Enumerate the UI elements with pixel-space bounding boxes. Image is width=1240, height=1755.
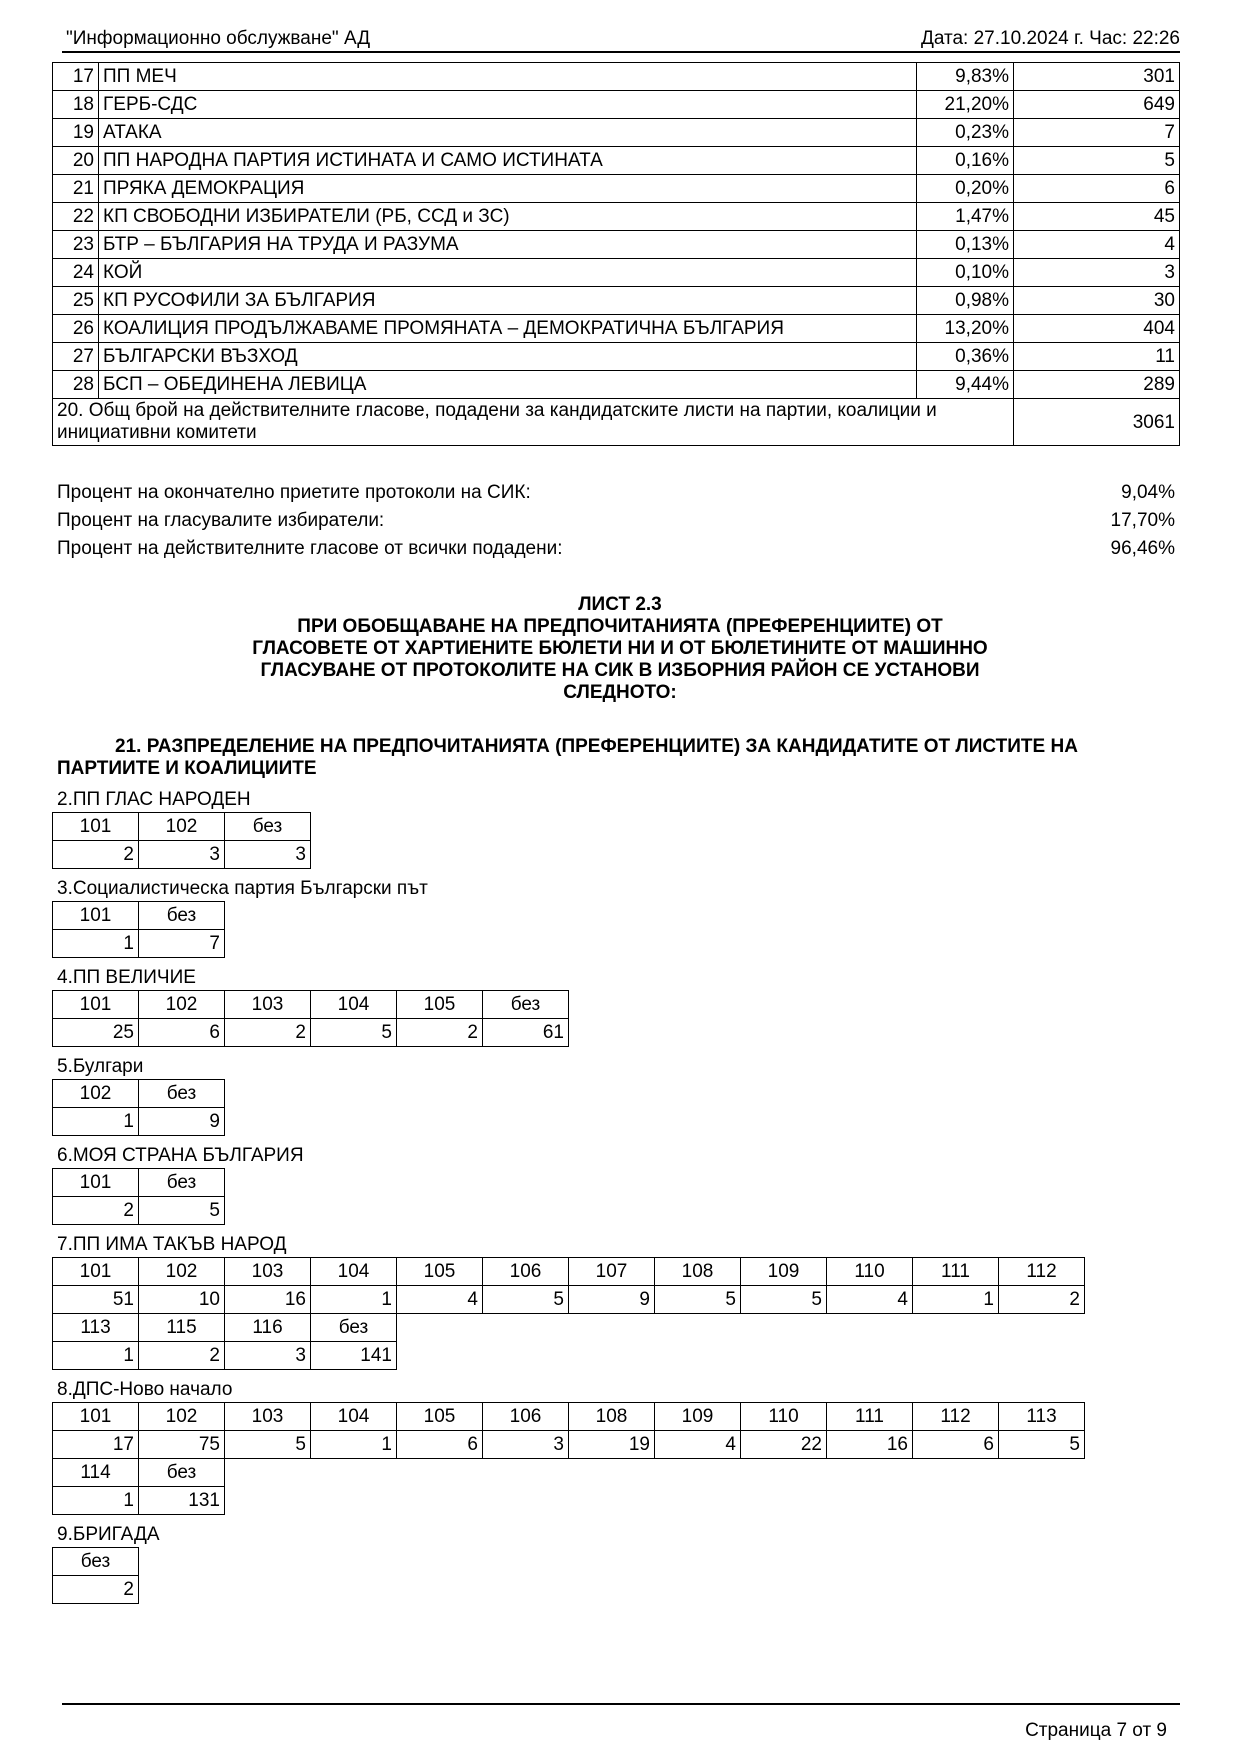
result-row bbox=[53, 91, 1180, 119]
candidate-number: 103 bbox=[225, 991, 311, 1019]
candidate-votes: 1 bbox=[53, 1342, 139, 1370]
candidate-votes: 51 bbox=[53, 1286, 139, 1314]
header-rule bbox=[62, 51, 1180, 53]
candidate-number: 113 bbox=[53, 1314, 139, 1342]
stat-row bbox=[57, 479, 1175, 507]
result-party-name: БТР – БЪЛГАРИЯ НА ТРУДА И РАЗУМА bbox=[99, 231, 917, 259]
result-row bbox=[53, 315, 1180, 343]
candidate-votes-row bbox=[53, 1576, 139, 1604]
candidate-votes-row bbox=[53, 930, 225, 958]
preference-party-name: 3.Социалистическа партия Български път bbox=[57, 878, 428, 899]
candidate-number: 115 bbox=[139, 1314, 225, 1342]
candidate-number: 105 bbox=[397, 991, 483, 1019]
candidate-votes-row bbox=[53, 1431, 1085, 1459]
result-votes: 4 bbox=[1014, 231, 1180, 259]
preference-party-name: 5.Булгари bbox=[57, 1056, 144, 1077]
candidate-number: 109 bbox=[655, 1403, 741, 1431]
result-votes: 301 bbox=[1014, 63, 1180, 91]
candidate-votes: 10 bbox=[139, 1286, 225, 1314]
candidate-votes: 5 bbox=[999, 1431, 1085, 1459]
candidate-number: 102 bbox=[139, 1403, 225, 1431]
result-votes: 649 bbox=[1014, 91, 1180, 119]
candidate-number: 114 bbox=[53, 1459, 139, 1487]
candidate-number: 105 bbox=[397, 1258, 483, 1286]
candidate-number: без bbox=[483, 991, 569, 1019]
result-percent: 9,44% bbox=[917, 371, 1014, 399]
result-percent: 0,23% bbox=[917, 119, 1014, 147]
candidate-number: 106 bbox=[483, 1258, 569, 1286]
candidate-header-row bbox=[53, 1258, 1085, 1286]
stat-value: 96,46% bbox=[1110, 538, 1175, 559]
candidate-number: 113 bbox=[999, 1403, 1085, 1431]
candidate-votes: 1 bbox=[53, 1108, 139, 1136]
result-percent: 9,83% bbox=[917, 63, 1014, 91]
candidate-header-row bbox=[53, 1169, 225, 1197]
preference-table bbox=[52, 812, 311, 869]
result-party-name: КОАЛИЦИЯ ПРОДЪЛЖАВАМЕ ПРОМЯНАТА – ДЕМОКРАТИЧНА БЪЛГАРИЯ bbox=[99, 315, 917, 343]
result-party-name: КП СВОБОДНИ ИЗБИРАТЕЛИ (РБ, ССД и ЗС) bbox=[99, 203, 917, 231]
preference-party-name: 7.ПП ИМА ТАКЪВ НАРОД bbox=[57, 1234, 287, 1255]
candidate-number: без bbox=[225, 813, 311, 841]
result-row bbox=[53, 119, 1180, 147]
results-table bbox=[52, 62, 1180, 446]
result-percent: 0,16% bbox=[917, 147, 1014, 175]
result-percent: 13,20% bbox=[917, 315, 1014, 343]
candidate-votes: 5 bbox=[655, 1286, 741, 1314]
candidate-votes: 2 bbox=[53, 841, 139, 869]
candidate-number: без bbox=[139, 1080, 225, 1108]
candidate-header-row bbox=[53, 902, 225, 930]
candidate-number: 103 bbox=[225, 1403, 311, 1431]
result-number: 25 bbox=[53, 287, 99, 315]
result-number: 23 bbox=[53, 231, 99, 259]
total-label: 20. Общ брой на действителните гласове, подадени за кандидатските листи на партии, коалиции и инициативни комитети bbox=[53, 399, 1014, 446]
result-row bbox=[53, 231, 1180, 259]
candidate-number: 107 bbox=[569, 1258, 655, 1286]
result-votes: 7 bbox=[1014, 119, 1180, 147]
header-date: Дата: 27.10.2024 г. Час: 22:26 bbox=[920, 28, 1180, 49]
candidate-votes: 131 bbox=[139, 1487, 225, 1515]
preference-table bbox=[52, 1079, 225, 1136]
candidate-votes: 5 bbox=[225, 1431, 311, 1459]
result-percent: 0,13% bbox=[917, 231, 1014, 259]
preference-party-name: 9.БРИГАДА bbox=[57, 1524, 160, 1545]
candidate-number: 101 bbox=[53, 1258, 139, 1286]
result-votes: 30 bbox=[1014, 287, 1180, 315]
candidate-number: без bbox=[311, 1314, 397, 1342]
candidate-number: 101 bbox=[53, 1403, 139, 1431]
candidate-number: 101 bbox=[53, 813, 139, 841]
result-number: 18 bbox=[53, 91, 99, 119]
result-votes: 11 bbox=[1014, 343, 1180, 371]
candidate-number: 111 bbox=[827, 1403, 913, 1431]
candidate-votes: 1 bbox=[311, 1286, 397, 1314]
result-votes: 3 bbox=[1014, 259, 1180, 287]
result-row bbox=[53, 259, 1180, 287]
candidate-number: 109 bbox=[741, 1258, 827, 1286]
result-party-name: БСП – ОБЕДИНЕНА ЛЕВИЦА bbox=[99, 371, 917, 399]
result-percent: 0,10% bbox=[917, 259, 1014, 287]
result-party-name: АТАКА bbox=[99, 119, 917, 147]
result-party-name: ПРЯКА ДЕМОКРАЦИЯ bbox=[99, 175, 917, 203]
sheet-title-line: ГЛАСОВЕТЕ ОТ ХАРТИЕНИТЕ БЮЛЕТИ НИ И ОТ БЮЛЕТИНИТЕ ОТ МАШИННО bbox=[252, 638, 988, 659]
candidate-number: 111 bbox=[913, 1258, 999, 1286]
candidate-header-row bbox=[53, 1459, 225, 1487]
candidate-votes: 6 bbox=[913, 1431, 999, 1459]
candidate-votes: 9 bbox=[569, 1286, 655, 1314]
stat-row bbox=[57, 507, 1175, 535]
candidate-number: без bbox=[53, 1548, 139, 1576]
candidate-number: 116 bbox=[225, 1314, 311, 1342]
candidate-votes: 4 bbox=[655, 1431, 741, 1459]
result-row bbox=[53, 287, 1180, 315]
preference-table bbox=[52, 990, 569, 1047]
result-row bbox=[53, 203, 1180, 231]
candidate-number: 108 bbox=[655, 1258, 741, 1286]
candidate-header-row bbox=[53, 1080, 225, 1108]
result-number: 22 bbox=[53, 203, 99, 231]
result-row bbox=[53, 343, 1180, 371]
sheet-title bbox=[0, 594, 1240, 704]
candidate-votes: 1 bbox=[913, 1286, 999, 1314]
preference-table bbox=[52, 1458, 225, 1515]
candidate-votes: 2 bbox=[53, 1576, 139, 1604]
section-21-line: 21. РАЗПРЕДЕЛЕНИЕ НА ПРЕДПОЧИТАНИЯТА (ПРЕФЕРЕНЦИИТЕ) ЗА КАНДИДАТИТЕ ОТ ЛИСТИТЕ НА bbox=[115, 736, 1078, 757]
result-row bbox=[53, 63, 1180, 91]
preference-party-name: 6.МОЯ СТРАНА БЪЛГАРИЯ bbox=[57, 1145, 304, 1166]
candidate-votes-row bbox=[53, 1019, 569, 1047]
result-votes: 45 bbox=[1014, 203, 1180, 231]
candidate-number: 112 bbox=[913, 1403, 999, 1431]
candidate-votes: 5 bbox=[139, 1197, 225, 1225]
preference-party-name: 4.ПП ВЕЛИЧИЕ bbox=[57, 967, 196, 988]
result-number: 24 bbox=[53, 259, 99, 287]
result-number: 26 bbox=[53, 315, 99, 343]
result-number: 17 bbox=[53, 63, 99, 91]
candidate-votes: 6 bbox=[139, 1019, 225, 1047]
candidate-number: без bbox=[139, 902, 225, 930]
stats-block bbox=[57, 479, 1175, 563]
result-percent: 0,36% bbox=[917, 343, 1014, 371]
stat-label: Процент на гласувалите избиратели: bbox=[57, 510, 385, 531]
candidate-number: 101 bbox=[53, 991, 139, 1019]
stat-label: Процент на окончателно приетите протоколи на СИК: bbox=[57, 482, 531, 503]
result-row bbox=[53, 371, 1180, 399]
candidate-votes: 141 bbox=[311, 1342, 397, 1370]
preference-party-name: 8.ДПС-Ново начало bbox=[57, 1379, 233, 1400]
candidate-votes-row bbox=[53, 1286, 1085, 1314]
candidate-votes: 19 bbox=[569, 1431, 655, 1459]
candidate-votes-row bbox=[53, 1108, 225, 1136]
candidate-number: 108 bbox=[569, 1403, 655, 1431]
candidate-votes: 16 bbox=[827, 1431, 913, 1459]
result-number: 21 bbox=[53, 175, 99, 203]
result-party-name: КП РУСОФИЛИ ЗА БЪЛГАРИЯ bbox=[99, 287, 917, 315]
candidate-votes: 3 bbox=[139, 841, 225, 869]
candidate-number: 110 bbox=[741, 1403, 827, 1431]
result-party-name: БЪЛГАРСКИ ВЪЗХОД bbox=[99, 343, 917, 371]
result-votes: 6 bbox=[1014, 175, 1180, 203]
total-value: 3061 bbox=[1014, 399, 1180, 446]
stat-value: 9,04% bbox=[1121, 482, 1175, 503]
total-row bbox=[53, 399, 1180, 446]
sheet-title-line: СЛЕДНОТО: bbox=[563, 682, 677, 703]
candidate-votes: 61 bbox=[483, 1019, 569, 1047]
candidate-number: 104 bbox=[311, 1258, 397, 1286]
result-party-name: КОЙ bbox=[99, 259, 917, 287]
candidate-header-row bbox=[53, 1548, 139, 1576]
sheet-title-line: ПРИ ОБОБЩАВАНЕ НА ПРЕДПОЧИТАНИЯТА (ПРЕФЕРЕНЦИИТЕ) ОТ bbox=[297, 616, 943, 637]
candidate-votes: 2 bbox=[999, 1286, 1085, 1314]
stat-label: Процент на действителните гласове от всички подадени: bbox=[57, 538, 563, 559]
result-percent: 0,20% bbox=[917, 175, 1014, 203]
candidate-votes: 2 bbox=[225, 1019, 311, 1047]
candidate-votes-row bbox=[53, 841, 311, 869]
candidate-votes: 2 bbox=[53, 1197, 139, 1225]
candidate-number: 102 bbox=[139, 991, 225, 1019]
section-21-heading bbox=[57, 736, 1187, 780]
candidate-number: 101 bbox=[53, 902, 139, 930]
result-number: 20 bbox=[53, 147, 99, 175]
candidate-number: 105 bbox=[397, 1403, 483, 1431]
candidate-votes: 5 bbox=[741, 1286, 827, 1314]
candidate-votes: 25 bbox=[53, 1019, 139, 1047]
preferences-block bbox=[52, 788, 1192, 1604]
result-number: 28 bbox=[53, 371, 99, 399]
candidate-votes: 5 bbox=[483, 1286, 569, 1314]
preference-party-name: 2.ПП ГЛАС НАРОДЕН bbox=[57, 789, 251, 810]
result-votes: 289 bbox=[1014, 371, 1180, 399]
result-party-name: ПП НАРОДНА ПАРТИЯ ИСТИНАТА И САМО ИСТИНАТА bbox=[99, 147, 917, 175]
result-votes: 404 bbox=[1014, 315, 1180, 343]
candidate-header-row bbox=[53, 1403, 1085, 1431]
candidate-number: 104 bbox=[311, 1403, 397, 1431]
page-number: Страница 7 от 9 bbox=[1025, 1720, 1167, 1741]
candidate-votes: 3 bbox=[225, 841, 311, 869]
candidate-number: 112 bbox=[999, 1258, 1085, 1286]
result-votes: 5 bbox=[1014, 147, 1180, 175]
candidate-number: без bbox=[139, 1459, 225, 1487]
sheet-title-line: ЛИСТ 2.3 bbox=[578, 594, 662, 615]
preference-table bbox=[52, 1547, 139, 1604]
candidate-number: 110 bbox=[827, 1258, 913, 1286]
stat-row bbox=[57, 535, 1175, 563]
preference-table bbox=[52, 1168, 225, 1225]
candidate-votes: 16 bbox=[225, 1286, 311, 1314]
candidate-votes: 3 bbox=[483, 1431, 569, 1459]
stat-value: 17,70% bbox=[1110, 510, 1175, 531]
candidate-votes-row bbox=[53, 1342, 397, 1370]
candidate-number: 106 bbox=[483, 1403, 569, 1431]
candidate-number: 102 bbox=[139, 813, 225, 841]
candidate-number: без bbox=[139, 1169, 225, 1197]
candidate-number: 101 bbox=[53, 1169, 139, 1197]
preference-table bbox=[52, 1257, 1085, 1314]
candidate-votes: 1 bbox=[53, 930, 139, 958]
candidate-votes: 4 bbox=[827, 1286, 913, 1314]
sheet-title-line: ГЛАСУВАНЕ ОТ ПРОТОКОЛИТЕ НА СИК В ИЗБОРНИЯ РАЙОН СЕ УСТАНОВИ bbox=[260, 660, 980, 681]
result-row bbox=[53, 147, 1180, 175]
candidate-header-row bbox=[53, 1314, 397, 1342]
candidate-votes: 17 bbox=[53, 1431, 139, 1459]
header-org: "Информационно обслужване" АД bbox=[66, 28, 371, 49]
result-percent: 1,47% bbox=[917, 203, 1014, 231]
candidate-votes: 4 bbox=[397, 1286, 483, 1314]
result-percent: 21,20% bbox=[917, 91, 1014, 119]
candidate-votes: 7 bbox=[139, 930, 225, 958]
candidate-votes: 9 bbox=[139, 1108, 225, 1136]
candidate-header-row bbox=[53, 991, 569, 1019]
candidate-votes-row bbox=[53, 1487, 225, 1515]
result-percent: 0,98% bbox=[917, 287, 1014, 315]
candidate-votes: 2 bbox=[139, 1342, 225, 1370]
candidate-votes: 2 bbox=[397, 1019, 483, 1047]
candidate-votes: 22 bbox=[741, 1431, 827, 1459]
candidate-number: 102 bbox=[53, 1080, 139, 1108]
preference-table bbox=[52, 1313, 397, 1370]
section-21-line: ПАРТИИТЕ И КОАЛИЦИИТЕ bbox=[57, 758, 317, 779]
result-number: 27 bbox=[53, 343, 99, 371]
candidate-number: 102 bbox=[139, 1258, 225, 1286]
result-party-name: ГЕРБ-СДС bbox=[99, 91, 917, 119]
candidate-votes: 3 bbox=[225, 1342, 311, 1370]
candidate-votes: 1 bbox=[53, 1487, 139, 1515]
candidate-number: 104 bbox=[311, 991, 397, 1019]
preference-table bbox=[52, 901, 225, 958]
candidate-votes: 1 bbox=[311, 1431, 397, 1459]
candidate-votes: 6 bbox=[397, 1431, 483, 1459]
result-number: 19 bbox=[53, 119, 99, 147]
candidate-votes-row bbox=[53, 1197, 225, 1225]
result-row bbox=[53, 175, 1180, 203]
footer-rule bbox=[62, 1703, 1180, 1705]
candidate-header-row bbox=[53, 813, 311, 841]
candidate-number: 103 bbox=[225, 1258, 311, 1286]
candidate-votes: 5 bbox=[311, 1019, 397, 1047]
result-party-name: ПП МЕЧ bbox=[99, 63, 917, 91]
candidate-votes: 75 bbox=[139, 1431, 225, 1459]
preference-table bbox=[52, 1402, 1085, 1459]
